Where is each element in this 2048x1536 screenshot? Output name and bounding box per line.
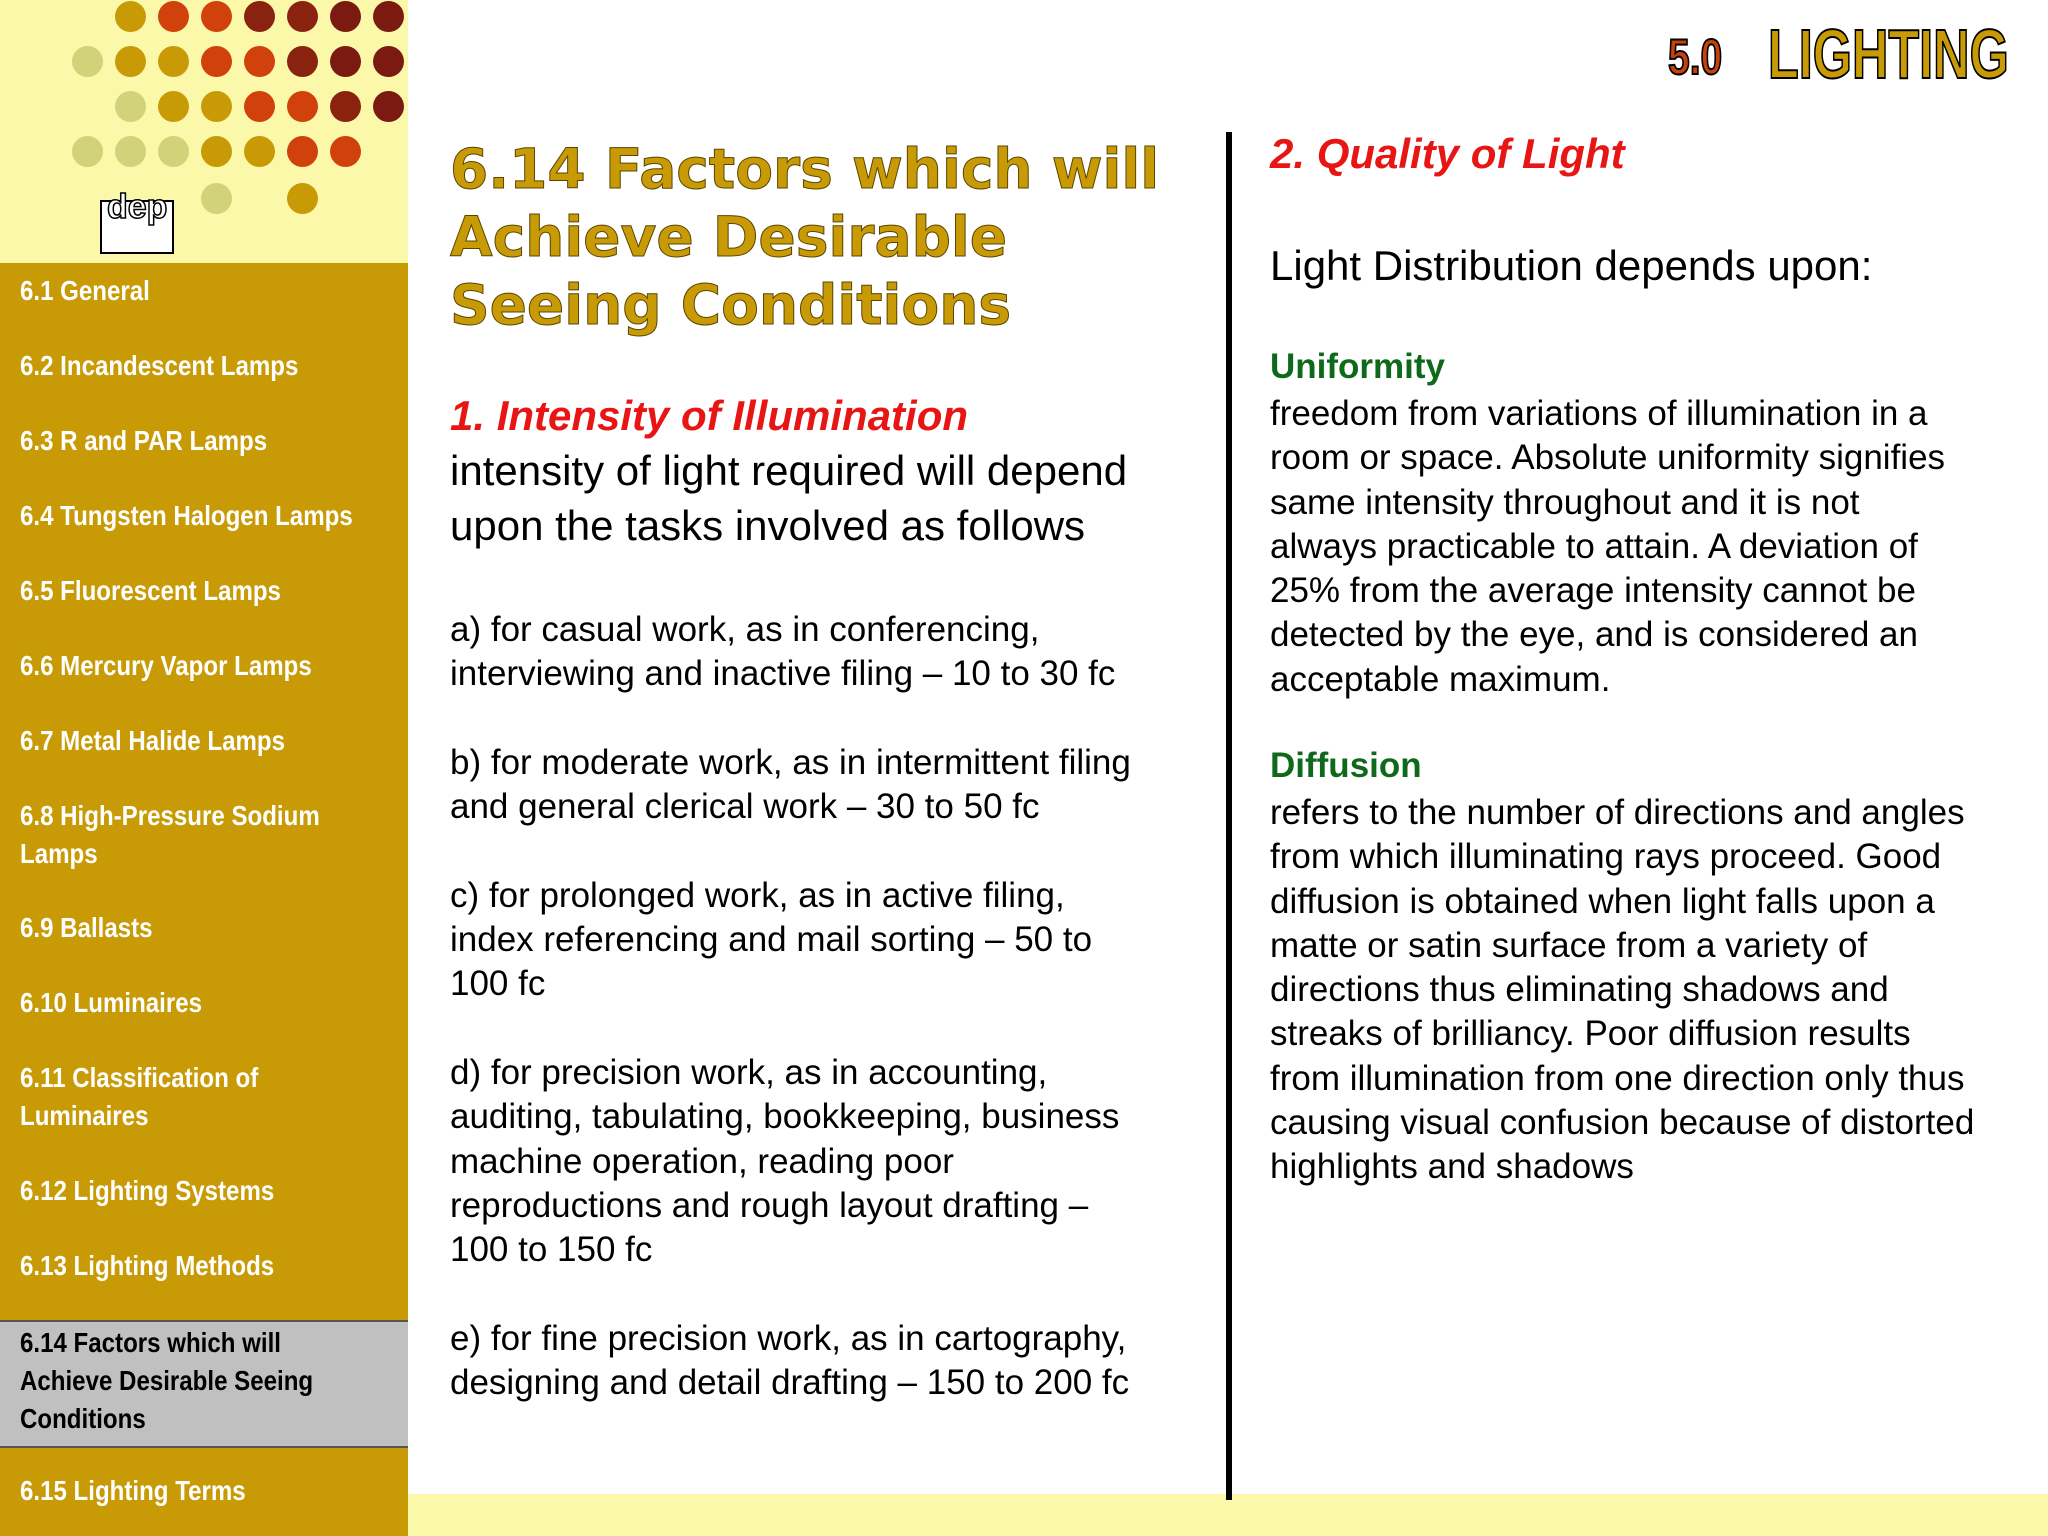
dot [201, 1, 232, 32]
footer-bar [408, 1494, 2048, 1536]
text-line: machine operation, reading poor [450, 1141, 954, 1181]
dot [244, 136, 275, 167]
sidebar-item-label: 6.5 Fluorescent Lamps [20, 575, 281, 606]
text-line: same intensity throughout and it is not [1270, 482, 1860, 522]
dot [330, 136, 361, 167]
sidebar-item-high-pressure-sodium-lamps[interactable] [0, 797, 408, 873]
sidebar-item-label: 6.13 Lighting Methods [20, 1250, 275, 1281]
dot [115, 91, 146, 122]
dot [158, 46, 189, 77]
dot [373, 46, 404, 77]
logo-text: dep [107, 188, 168, 226]
dot [287, 1, 318, 32]
text-line: diffusion is obtained when light falls upon a [1270, 881, 1935, 921]
text-line: streaks of brilliancy. Poor diffusion results [1270, 1014, 1911, 1054]
sidebar-item-label: 6.1 General [20, 275, 150, 306]
text-line: auditing, tabulating, bookkeeping, business [450, 1097, 1120, 1137]
sidebar-item-label: 6.2 Incandescent Lamps [20, 350, 299, 381]
list-item [450, 874, 1131, 1007]
dot [115, 1, 146, 32]
title-line: Achieve Desirable [450, 205, 1008, 269]
text-line: matte or satin surface from a variety of [1270, 925, 1868, 965]
sidebar-item-label: 6.11 Classification of [20, 1062, 259, 1093]
sidebar-item-label: 6.3 R and PAR Lamps [20, 425, 268, 456]
text-line: directions thus eliminating shadows and [1270, 970, 1889, 1010]
text-line: intensity of light required will depend [450, 447, 1128, 494]
list-item [450, 1317, 1131, 1406]
dot [373, 1, 404, 32]
dot [158, 136, 189, 167]
dot [244, 91, 275, 122]
sidebar-item-lighting-methods[interactable] [0, 1247, 408, 1285]
dot [330, 46, 361, 77]
text-line: upon the tasks involved as follows [450, 502, 1086, 549]
list-item [450, 1051, 1131, 1273]
title-line: 6.14 Factors which will [450, 137, 1160, 201]
dot [287, 136, 318, 167]
sidebar-item-label: 6.6 Mercury Vapor Lamps [20, 650, 312, 681]
text-line: room or space. Absolute uniformity signifies [1270, 438, 1946, 478]
section-number: 5.0 [1668, 29, 1723, 85]
dot [115, 136, 146, 167]
text-line: c) for prolonged work, as in active filing, [450, 875, 1065, 915]
section-title: LIGHTING [1768, 15, 2009, 93]
dot [201, 136, 232, 167]
sidebar-item-lighting-terms[interactable] [0, 1472, 408, 1510]
text-line: 100 fc [450, 964, 546, 1004]
sidebar-item-metal-halide-lamps[interactable] [0, 722, 408, 760]
sidebar-item-r-and-par-lamps[interactable] [0, 422, 408, 460]
text-line: 25% from the average intensity cannot be [1270, 571, 1916, 611]
sidebar-item-label: 6.15 Lighting Terms [20, 1475, 246, 1506]
sidebar-item-general[interactable] [0, 272, 408, 310]
sidebar-item-label: 6.4 Tungsten Halogen Lamps [20, 500, 353, 531]
text-line: d) for precision work, as in accounting, [450, 1052, 1048, 1092]
text-line: causing visual confusion because of distorted [1270, 1103, 1975, 1143]
text-line: index referencing and mail sorting – 50 to [450, 920, 1093, 960]
text-line: a) for casual work, as in conferencing, [450, 610, 1040, 649]
text-line: and general clerical work – 30 to 50 fc [450, 787, 1040, 827]
dot [72, 46, 103, 77]
dot [72, 136, 103, 167]
intensity-heading: 1. Intensity of Illumination [450, 392, 969, 439]
diffusion-heading: Diffusion [1270, 746, 1422, 785]
dot [201, 183, 232, 214]
dot [115, 46, 146, 77]
uniformity-heading: Uniformity [1270, 347, 1445, 386]
intensity-intro [450, 443, 1127, 553]
sidebar-item-label: Conditions [20, 1403, 146, 1434]
quality-heading: 2. Quality of Light [1270, 130, 1625, 177]
sidebar-item-lighting-systems[interactable] [0, 1172, 408, 1210]
text-line: e) for fine precision work, as in cartography, [450, 1318, 1127, 1358]
dot [330, 91, 361, 122]
text-line: highlights and shadows [1270, 1147, 1634, 1187]
sidebar-item-tungsten-halogen-lamps[interactable] [0, 497, 408, 535]
text-line: b) for moderate work, as in intermittent filing [450, 742, 1131, 782]
text-line: detected by the eye, and is considered an [1270, 615, 1918, 655]
text-line: acceptable maximum. [1270, 659, 1611, 699]
text-line: freedom from variations of illumination in a [1270, 394, 1928, 433]
dot [201, 91, 232, 122]
sidebar-item-label: 6.8 High-Pressure Sodium [20, 800, 320, 831]
sidebar-item-label: Lamps [20, 838, 98, 869]
text-line: interviewing and inactive filing – 10 to 30 fc [450, 654, 1116, 694]
text-line: always practicable to attain. A deviation of [1270, 526, 1918, 566]
text-line: reproductions and rough layout drafting – [450, 1186, 1089, 1226]
distribution-intro: Light Distribution depends upon: [1270, 242, 1873, 289]
sidebar-item-mercury-vapor-lamps[interactable] [0, 647, 408, 685]
diffusion-text [1270, 791, 1974, 1190]
sidebar-item-factors-desirable-seeing-conditions[interactable] [0, 1320, 408, 1448]
dep-logo [99, 183, 173, 254]
sidebar-header [0, 0, 408, 263]
sidebar-item-incandescent-lamps[interactable] [0, 347, 408, 385]
sidebar-item-ballasts[interactable] [0, 909, 408, 947]
sidebar-item-label: 6.14 Factors which will [20, 1327, 281, 1358]
sidebar-item-label: 6.7 Metal Halide Lamps [20, 725, 285, 756]
title-line: Seeing Conditions [450, 273, 1012, 337]
dot [244, 46, 275, 77]
sidebar-item-luminaires[interactable] [0, 984, 408, 1022]
dot [158, 1, 189, 32]
text-line: from illumination from one direction only thus [1270, 1058, 1965, 1098]
sidebar-item-label: 6.12 Lighting Systems [20, 1175, 275, 1206]
text-line: 100 to 150 fc [450, 1230, 653, 1270]
list-item [450, 741, 1131, 830]
dot [287, 46, 318, 77]
sidebar-item-fluorescent-lamps[interactable] [0, 572, 408, 610]
dot [330, 1, 361, 32]
sidebar-item-label: Luminaires [20, 1100, 149, 1131]
dot [244, 1, 275, 32]
sidebar-item-label: Achieve Desirable Seeing [20, 1365, 314, 1396]
text-line: from which illuminating rays proceed. Good [1270, 837, 1942, 877]
uniformity-text [1270, 392, 1945, 702]
page-title [450, 135, 1210, 339]
dot [373, 91, 404, 122]
dot [201, 46, 232, 77]
dot [287, 183, 318, 214]
text-line: refers to the number of directions and angles [1270, 793, 1965, 832]
list-item [450, 608, 1131, 697]
task-list [450, 608, 1131, 1406]
column-divider [1226, 132, 1232, 1500]
dot [158, 91, 189, 122]
sidebar-item-label: 6.9 Ballasts [20, 912, 153, 943]
dot [287, 91, 318, 122]
sidebar-item-classification-of-luminaires[interactable] [0, 1059, 408, 1135]
sidebar-item-label: 6.10 Luminaires [20, 987, 203, 1018]
text-line: designing and detail drafting – 150 to 200 fc [450, 1363, 1130, 1403]
